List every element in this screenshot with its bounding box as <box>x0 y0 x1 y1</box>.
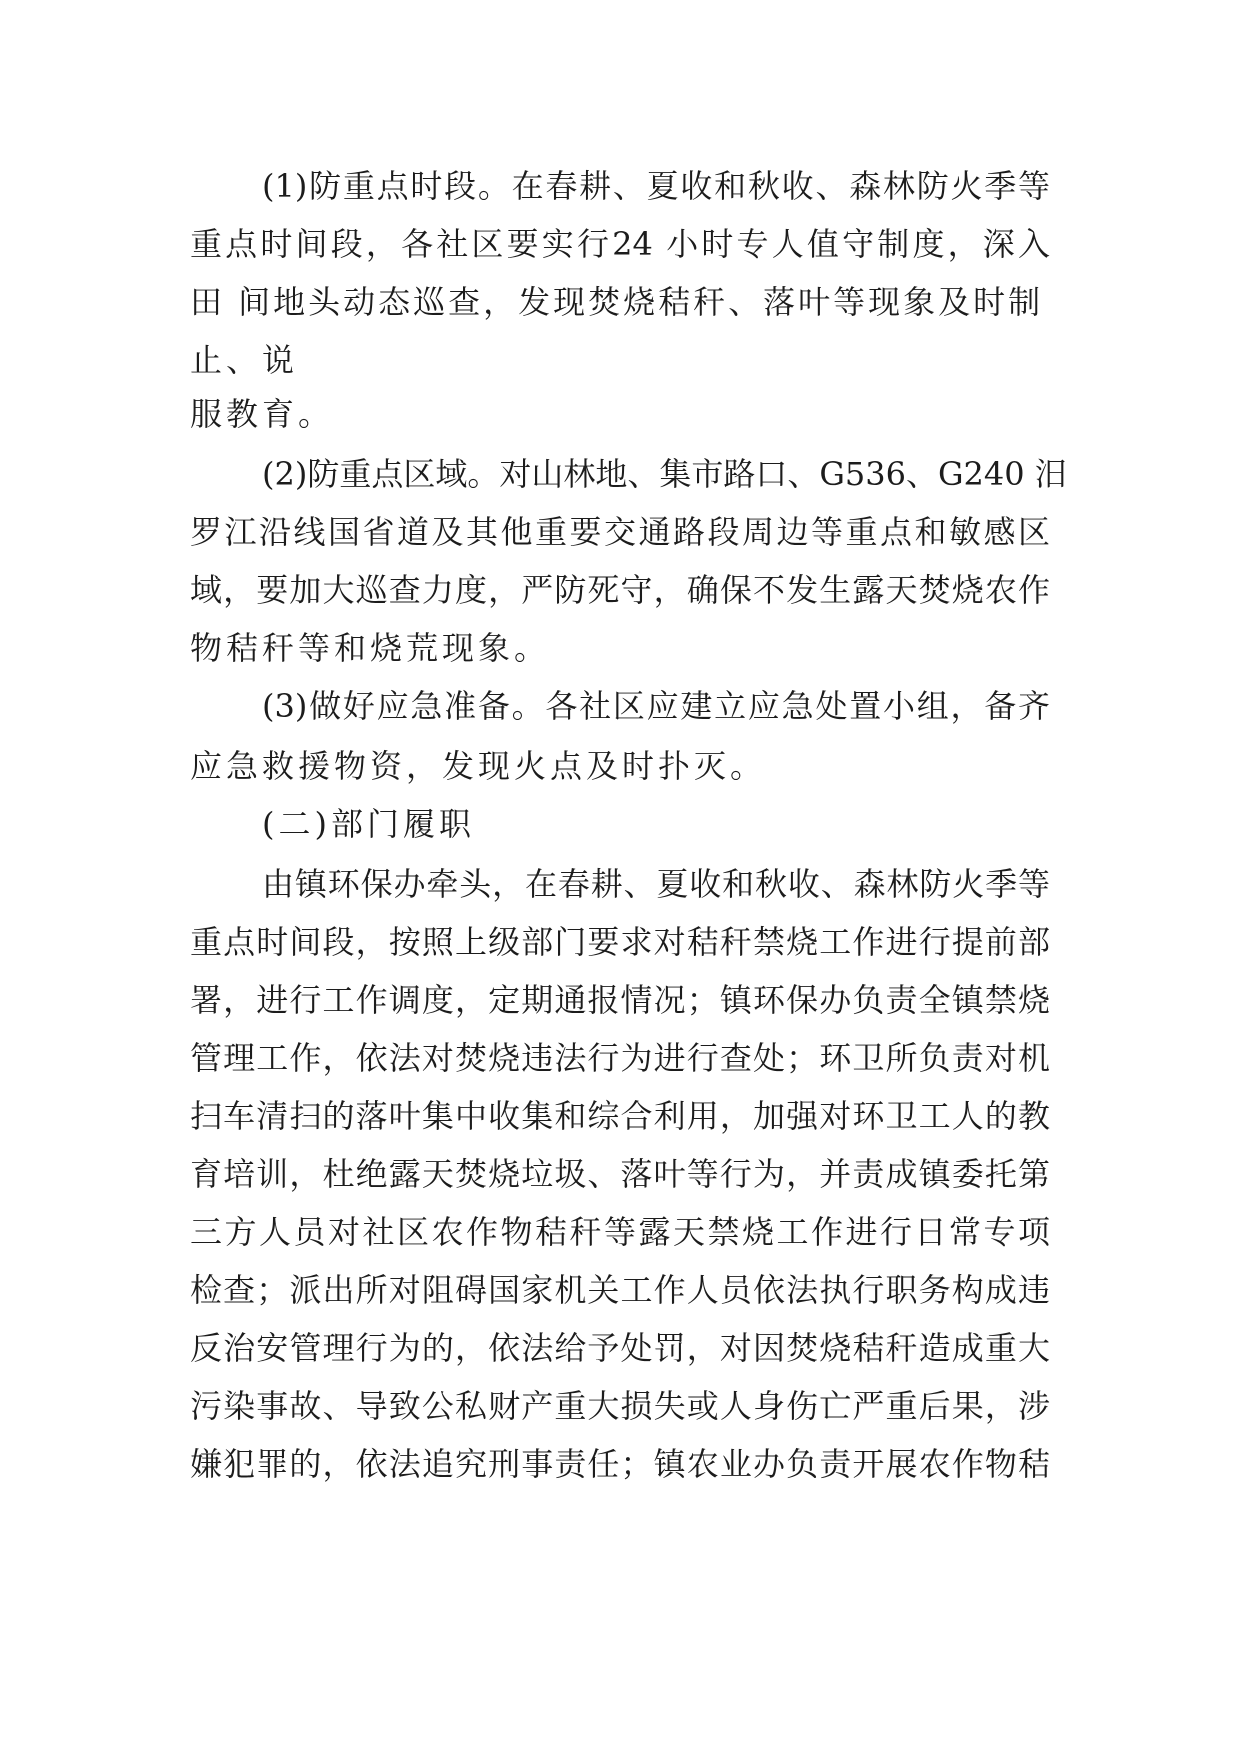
text-line: 罗江沿线国省道及其他重要交通路段周边等重点和敏感区 <box>190 513 1050 551</box>
section-heading: (二)部门履职 <box>262 805 475 843</box>
text-line: 服教育。 <box>190 395 335 433</box>
text-line: 污染事故、导致公私财产重大损失或人身伤亡严重后果，涉 <box>190 1387 1050 1425</box>
text-line: 重点时间段，按照上级部门要求对秸秆禁烧工作进行提前部 <box>190 923 1050 961</box>
text-line: (2)防重点区域。对山林地、集市路口、G536、G240 汨 <box>262 455 1067 493</box>
text-line: 重点时间段，各社区要实行24 小时专人值守制度，深入 <box>190 225 1050 263</box>
text-line: 域，要加大巡查力度，严防死守，确保不发生露天焚烧农作 <box>190 571 1050 609</box>
text-line: 育培训，杜绝露天焚烧垃圾、落叶等行为，并责成镇委托第 <box>190 1155 1050 1193</box>
text-line: 检查；派出所对阻碍国家机关工作人员依法执行职务构成违 <box>190 1271 1050 1309</box>
text-line: 由镇环保办牵头，在春耕、夏收和秋收、森林防火季等 <box>262 865 1050 903</box>
text-line: 管理工作，依法对焚烧违法行为进行查处；环卫所负责对机 <box>190 1039 1050 1077</box>
text-line: 应急救援物资，发现火点及时扑灭。 <box>190 747 767 785</box>
text-line: (3)做好应急准备。各社区应建立应急处置小组，备齐 <box>262 687 1050 725</box>
text-line: 署，进行工作调度，定期通报情况；镇环保办负责全镇禁烧 <box>190 981 1050 1019</box>
text-line: 扫车清扫的落叶集中收集和综合利用，加强对环卫工人的教 <box>190 1097 1050 1135</box>
text-line: 止、说 <box>190 341 299 379</box>
text-line: 物秸秆等和烧荒现象。 <box>190 629 551 667</box>
text-line: 田 间地头动态巡查，发现焚烧秸秆、落叶等现象及时制 <box>190 283 1044 321</box>
text-line: 反治安管理行为的，依法给予处罚，对因焚烧秸秆造成重大 <box>190 1329 1050 1367</box>
text-line: 三方人员对社区农作物秸秆等露天禁烧工作进行日常专项 <box>190 1213 1050 1251</box>
text-line: (1)防重点时段。在春耕、夏收和秋收、森林防火季等 <box>262 167 1050 205</box>
text-line: 嫌犯罪的，依法追究刑事责任；镇农业办负责开展农作物秸 <box>190 1445 1050 1483</box>
